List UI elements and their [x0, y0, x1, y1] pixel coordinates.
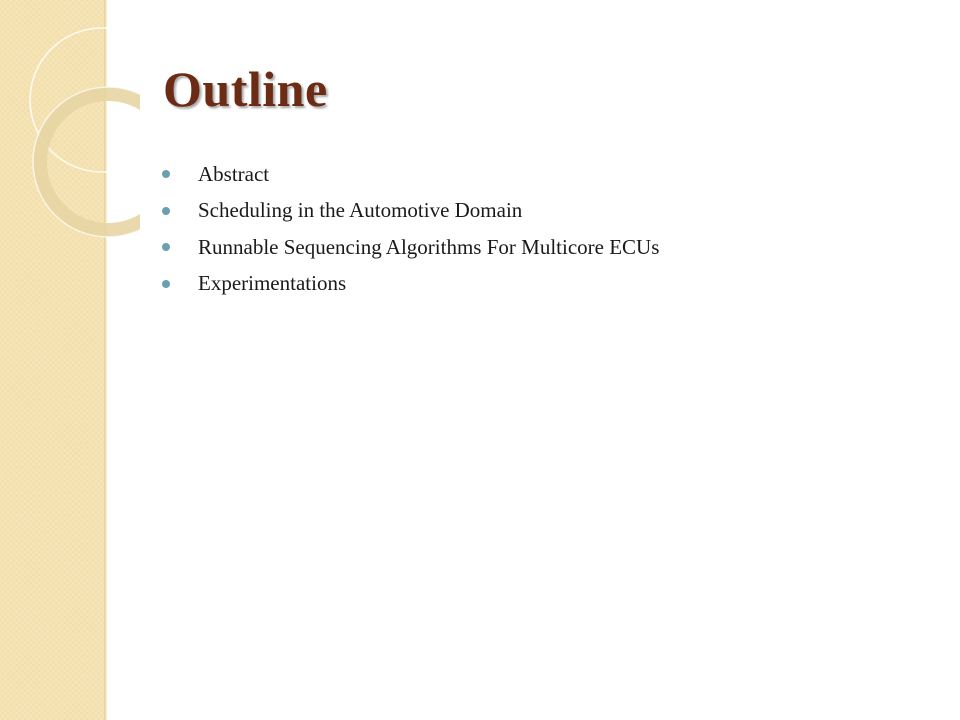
bullet-dot-icon	[162, 207, 170, 215]
slide-title: Outline	[163, 61, 328, 117]
bullet-dot-icon	[162, 243, 170, 251]
bullet-text: Scheduling in the Automotive Domain	[198, 198, 523, 223]
bullet-text: Experimentations	[198, 271, 347, 296]
decorative-circle-highlight	[33, 87, 140, 237]
bullet-text: Runnable Sequencing Algorithms For Multicore ECUs	[198, 234, 660, 259]
bullet-dot-icon	[162, 280, 170, 288]
bullet-dot-icon	[162, 170, 170, 178]
decorative-circles	[0, 0, 140, 260]
bullet-item	[162, 229, 659, 266]
bullet-list	[162, 156, 659, 302]
bullet-item	[162, 193, 659, 230]
decorative-circle-thick	[40, 94, 140, 230]
bullet-text: Abstract	[198, 161, 270, 186]
bullet-item	[162, 156, 659, 193]
bullet-item	[162, 266, 659, 303]
